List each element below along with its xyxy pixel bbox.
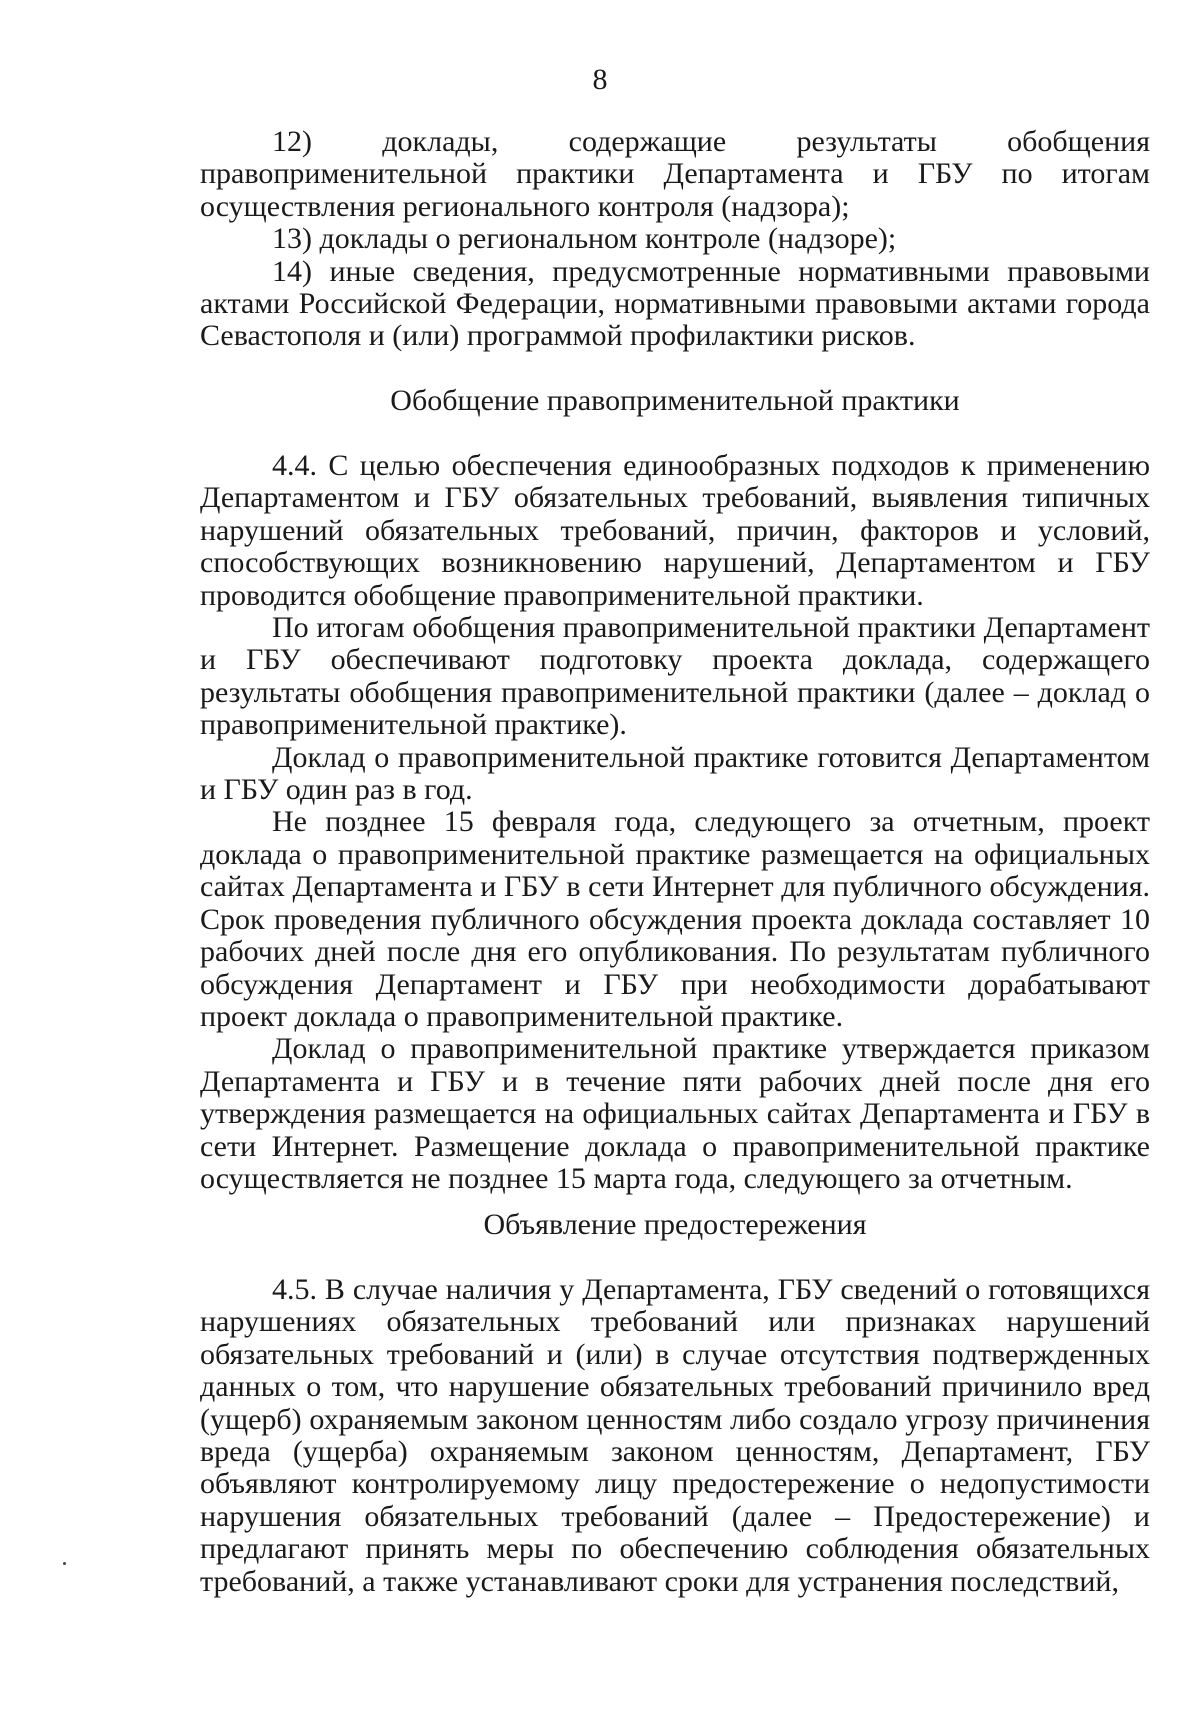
paragraph: По итогам обобщения правоприменительной практики Департамент и ГБУ обеспечивают подготовку проекта доклада, содержащего результаты обобщения правоприменительной практики (далее – доклад о правоприменительной практике). (200, 611, 1150, 742)
section-1-body (200, 450, 1150, 1195)
section-heading-warning: Объявление предостережения (483, 1208, 867, 1241)
list-item-12: 12) доклады, содержащие результаты обобщения правоприменительной практики Департамента и ГБУ по итогам осуществления регионального контроля (надзора); (200, 125, 1150, 223)
page-number: 8 (592, 63, 608, 96)
paragraph-4-5: 4.5. В случае наличия у Департамента, ГБУ сведений о готовящихся нарушениях обязательных требований или признаках нарушений обязательных требований и (или) в случае отсутствия подтвержденных данных о том, что нарушение обязательных требований причинило вред (ущерб) охраняемым законом ценностям либо создало угрозу причинения вреда (ущерба) охраняемым законом ценностям, Департамент, ГБУ объявляют контролируемому лицу предостережение о недопустимости нарушения обязательных требований (далее – Предостережение) и предлагают принять меры по обеспечению соблюдения обязательных требований, а также устанавливают сроки для устранения последствий, (200, 1273, 1150, 1598)
scan-speck (63, 1562, 66, 1565)
list-item-14: 14) иные сведения, предусмотренные нормативными правовыми актами Российской Федерации, нормативными правовыми актами города Севастополя и (или) программой профилактики рисков. (200, 254, 1150, 353)
paragraph-4-4: 4.4. С целью обеспечения единообразных подходов к применению Департаментом и ГБУ обязательных требований, выявления типичных нарушений обязательных требований, причин, факторов и условий, способствующих возникновению нарушений, Департаментом и ГБУ проводится обобщение правоприменительной практики. (200, 449, 1150, 612)
paragraph: Не позднее 15 февраля года, следующего за отчетным, проект доклада о правоприменительной практике размещается на официальных сайтах Департамента и ГБУ в сети Интернет для публичного обсуждения. Срок проведения публичного обсуждения проекта доклада составляет 10 рабочих дней после дня его опубликования. По результатам публичного обсуждения Департамент и ГБУ при необходимости дорабатывают проект доклада о правоприменительной практике. (200, 805, 1150, 1033)
paragraph: Доклад о правоприменительной практике готовится Департаментом и ГБУ один раз в год. (200, 740, 1150, 807)
items-continued-block (200, 126, 1150, 353)
list-item-13: 13) доклады о региональном контроле (надзоре); (272, 222, 897, 256)
section-heading-enforcement-practice: Обобщение правоприменительной практики (390, 384, 960, 417)
paragraph: Доклад о правоприменительной практике утверждается приказом Департамента и ГБУ и в течение пяти рабочих дней после дня его утверждения размещается на официальных сайтах Департамента и ГБУ в сети Интернет. Размещение доклада о правоприменительной практике осуществляется не позднее 15 марта года, следующего за отчетным. (200, 1032, 1150, 1195)
section-2-body (200, 1274, 1150, 1598)
